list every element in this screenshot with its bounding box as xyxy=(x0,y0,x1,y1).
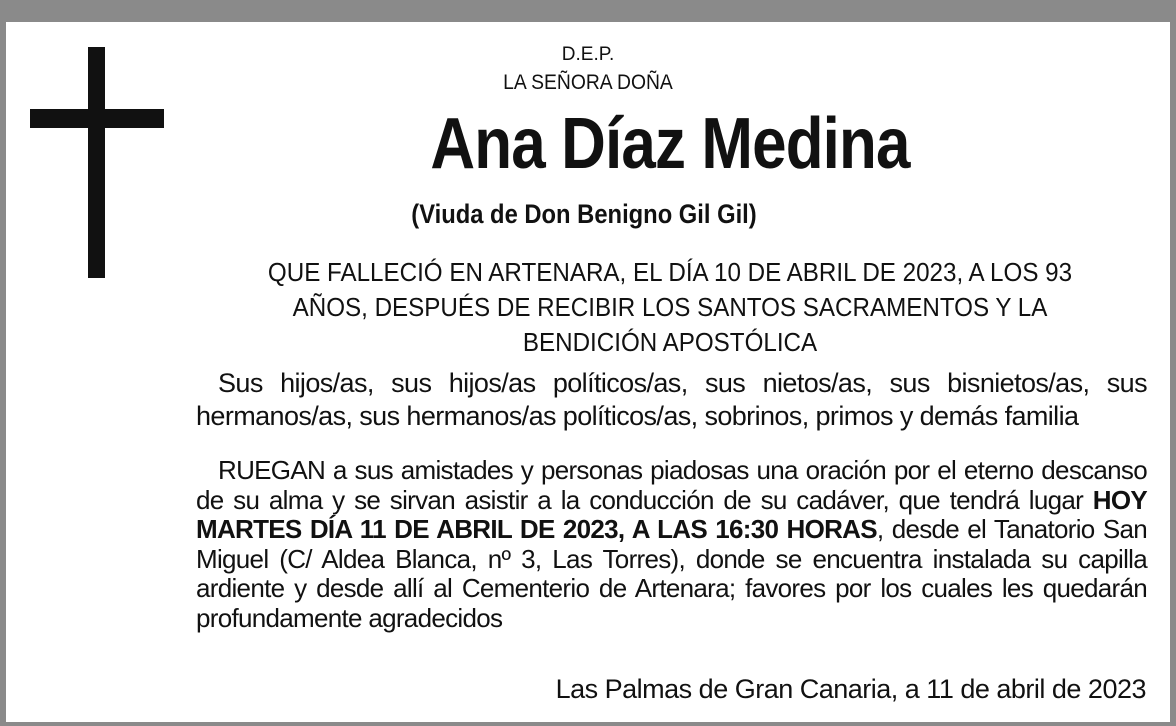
request-text-part1: RUEGAN a sus amistades y personas piadosas una oración por el eterno descanso de su alma y se sirvan asistir a la conducción de su cadáver, que tendrá lugar xyxy=(196,455,1147,515)
request-text-part2: , desde el Tanatorio San Miguel (C/ Aldea Blanca, nº 3, Las Torres), donde se encuentra instalada su capilla ardiente y desde allí al Cementerio de Artenara; favores por los cuales les quedarán profundamente agradecidos xyxy=(196,514,1147,633)
left-frame-border xyxy=(0,0,6,726)
family-paragraph xyxy=(196,367,1147,433)
request-paragraph xyxy=(196,456,1147,634)
place-date-line: Las Palmas de Gran Canaria, a 11 de abril de 2023 xyxy=(555,674,1146,704)
family-text: Sus hijos/as, sus hijos/as políticos/as, sus nietos/as, sus bisnietos/as, sus hermanos/as, sus hermanos/as políticos/as, sobrinos, primos y demás familia xyxy=(196,368,1147,431)
dep-heading: D.E.P. xyxy=(561,44,615,65)
widow-of-line: (Viuda de Don Benigno Gil Gil) xyxy=(411,199,757,229)
bottom-frame-border xyxy=(0,722,1176,726)
deceased-name: Ana Díaz Medina xyxy=(430,104,910,184)
cross-horizontal-beam xyxy=(30,109,164,128)
honorific-line: LA SEÑORA DOÑA xyxy=(503,71,673,94)
funeral-date-time: HOY MARTES DÍA 11 DE ABRIL DE 2023, A LAS 16:30 HORAS xyxy=(196,484,1147,545)
death-details: QUE FALLECIÓ EN ARTENARA, EL DÍA 10 DE ABRIL DE 2023, A LOS 93 AÑOS, DESPUÉS DE RECIBIR LOS SANTOS SACRAMENTOS Y LA BENDICIÓN APOSTÓLICA xyxy=(267,257,1073,357)
top-frame-border xyxy=(0,0,1176,22)
